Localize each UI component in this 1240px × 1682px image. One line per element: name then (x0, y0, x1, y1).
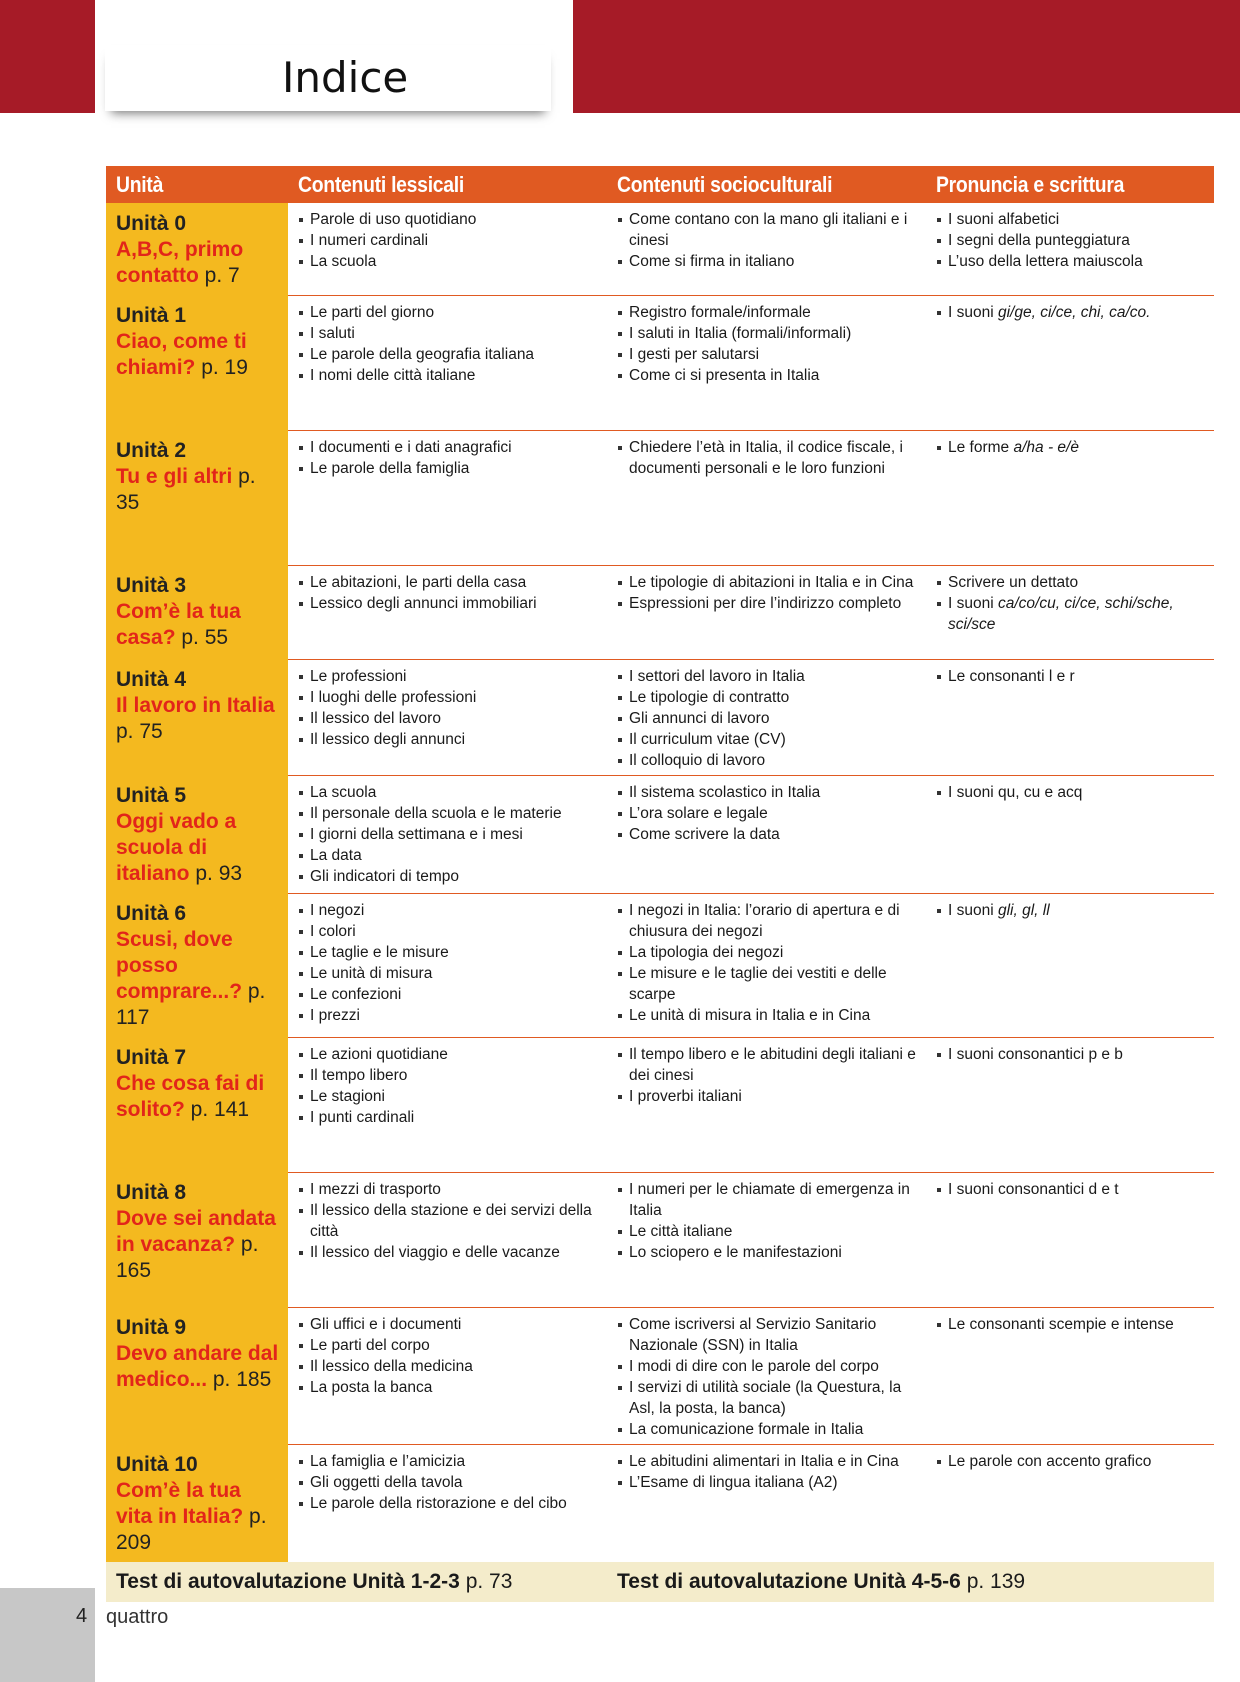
list-item: Lo sciopero e le manifestazioni (617, 1242, 920, 1263)
unit-cell[interactable] (106, 775, 288, 893)
bullet-list (617, 1314, 920, 1440)
unit-label: Unità 4 (116, 668, 187, 691)
header-band-left (0, 0, 95, 113)
list-item: I gesti per salutarsi (617, 344, 920, 365)
bullet-list (936, 209, 1208, 272)
cell-pronuncia (926, 775, 1214, 893)
unit-page: p. 19 (195, 356, 248, 379)
cell-pronuncia (926, 1037, 1214, 1172)
unit-page: p. 75 (116, 720, 163, 743)
list-item: Le stagioni (298, 1086, 601, 1107)
list-item: Le tipologie di contratto (617, 687, 920, 708)
list-item: I saluti (298, 323, 601, 344)
cell-pronuncia (926, 430, 1214, 565)
unit-name: Devo andare dal medico... (116, 1342, 279, 1391)
list-item: I negozi (298, 900, 601, 921)
list-item: Le consonanti l e r (936, 666, 1208, 687)
list-item: Come scrivere la data (617, 824, 920, 845)
unit-label: Unità 7 (116, 1046, 187, 1069)
list-item: La scuola (298, 782, 601, 803)
list-item: Gli oggetti della tavola (298, 1472, 601, 1493)
list-item: Come iscriversi al Servizio Sanitario Nazionale (SSN) in Italia (617, 1314, 920, 1356)
list-item: Le parti del giorno (298, 302, 601, 323)
cell-lessicali (288, 659, 607, 775)
bullet-list (298, 782, 601, 887)
list-item: Le tipologie di abitazioni in Italia e in Cina (617, 572, 920, 593)
bullet-list (936, 1044, 1208, 1065)
page-number-word: quattro (106, 1606, 169, 1628)
list-item: I suoni consonantici p e b (936, 1044, 1208, 1065)
index-table (106, 166, 1214, 1602)
cell-lessicali (288, 203, 607, 295)
unit-page: p. 165 (116, 1233, 259, 1282)
title-box (105, 45, 551, 111)
list-item: Il tempo libero (298, 1065, 601, 1086)
list-item: I settori del lavoro in Italia (617, 666, 920, 687)
unit-page: p. 209 (116, 1505, 267, 1554)
list-item: I negozi in Italia: l’orario di apertura e di chiusura dei negozi (617, 900, 920, 942)
list-item: La comunicazione formale in Italia (617, 1419, 920, 1440)
unit-cell[interactable] (106, 1307, 288, 1444)
cell-socio (607, 565, 926, 659)
unit-page: p. 93 (189, 862, 243, 885)
cell-pronuncia (926, 1307, 1214, 1444)
unit-name: Il lavoro in Italia (116, 694, 275, 717)
list-item: Le azioni quotidiane (298, 1044, 601, 1065)
cell-pronuncia (926, 1444, 1214, 1562)
cell-socio (607, 1444, 926, 1562)
unit-label: Unità 6 (116, 902, 187, 925)
bullet-list (298, 437, 601, 479)
list-item: Gli indicatori di tempo (298, 866, 601, 887)
bullet-list (298, 900, 601, 1026)
cell-socio (607, 1037, 926, 1172)
list-item: I suoni ca/co/cu, ci/ce, schi/sche, sci/sce (936, 593, 1208, 635)
list-item: Le parole con accento grafico (936, 1451, 1208, 1472)
unit-name: Oggi vado a scuola di italiano (116, 810, 237, 885)
list-item: Espressioni per dire l’indirizzo completo (617, 593, 920, 614)
table-header-row (106, 166, 1214, 203)
unit-row (106, 430, 1214, 565)
list-item: Registro formale/informale (617, 302, 920, 323)
cell-lessicali (288, 893, 607, 1037)
list-item: Le consonanti scempie e intense (936, 1314, 1208, 1335)
bullet-list (617, 1451, 920, 1493)
unit-label: Unità 5 (116, 784, 187, 807)
cell-socio (607, 1172, 926, 1307)
list-item: I nomi delle città italiane (298, 365, 601, 386)
list-item: Il colloquio di lavoro (617, 750, 920, 771)
unit-row (106, 1444, 1214, 1562)
list-item: I suoni qu, cu e acq (936, 782, 1208, 803)
list-item: Come contano con la mano gli italiani e i cinesi (617, 209, 920, 251)
unit-label: Unità 3 (116, 574, 187, 597)
unit-label: Unità 9 (116, 1316, 187, 1339)
list-item: I prezzi (298, 1005, 601, 1026)
bullet-list (617, 437, 920, 479)
unit-page: p. 117 (116, 980, 266, 1029)
unit-label: Unità 0 (116, 212, 187, 235)
unit-row (106, 565, 1214, 659)
unit-row (106, 775, 1214, 893)
bullet-list (617, 1179, 920, 1263)
cell-lessicali (288, 1172, 607, 1307)
list-item: La posta la banca (298, 1377, 601, 1398)
unit-label: Unità 2 (116, 439, 187, 462)
list-item: I segni della punteggiatura (936, 230, 1208, 251)
list-item: I servizi di utilità sociale (la Questura, la Asl, la posta, la banca) (617, 1377, 920, 1419)
cell-pronuncia (926, 295, 1214, 430)
bullet-list (298, 1179, 601, 1263)
list-item: I suoni consonantici d e t (936, 1179, 1208, 1200)
unit-page: p. 7 (198, 264, 240, 287)
header-socioculturali: Contenuti socioculturali (607, 166, 926, 203)
unit-cell[interactable] (106, 1037, 288, 1172)
list-item: I documenti e i dati anagrafici (298, 437, 601, 458)
list-item: La famiglia e l’amicizia (298, 1451, 601, 1472)
unit-name: Com’è la tua casa? (116, 600, 241, 649)
bullet-list (936, 1451, 1208, 1472)
unit-cell[interactable] (106, 565, 288, 659)
list-item: Le parti del corpo (298, 1335, 601, 1356)
list-item: Le unità di misura in Italia e in Cina (617, 1005, 920, 1026)
unit-row (106, 1037, 1214, 1172)
cell-socio (607, 203, 926, 295)
list-item: La data (298, 845, 601, 866)
bullet-list (936, 1179, 1208, 1200)
list-item: I modi di dire con le parole del corpo (617, 1356, 920, 1377)
list-item: Le parole della ristorazione e del cibo (298, 1493, 601, 1514)
test-row (106, 1562, 1214, 1602)
page-title: Indice (282, 53, 409, 102)
list-item: Le parole della geografia italiana (298, 344, 601, 365)
cell-pronuncia (926, 1172, 1214, 1307)
list-item: Le taglie e le misure (298, 942, 601, 963)
cell-lessicali (288, 295, 607, 430)
unit-row (106, 295, 1214, 430)
unit-page: p. 185 (207, 1368, 272, 1391)
unit-name: Che cosa fai di solito? (116, 1072, 265, 1121)
unit-page: p. 55 (175, 626, 229, 649)
unit-label: Unità 8 (116, 1181, 187, 1204)
bullet-list (936, 782, 1208, 803)
unit-name: A,B,C, primo contatto (116, 238, 244, 287)
bullet-list (298, 572, 601, 614)
unit-row (106, 1172, 1214, 1307)
bullet-list (298, 666, 601, 750)
bullet-list (936, 666, 1208, 687)
unit-row (106, 1307, 1214, 1444)
cell-socio (607, 1307, 926, 1444)
unit-page: p. 35 (116, 465, 256, 514)
test-link-1[interactable]: Test di autovalutazione Unità 1-2-3 p. 73 (106, 1562, 607, 1602)
bullet-list (617, 782, 920, 845)
unit-row (106, 893, 1214, 1037)
list-item: Lessico degli annunci immobiliari (298, 593, 601, 614)
list-item: Le forme a/ha - e/è (936, 437, 1208, 458)
list-item: Il lessico del viaggio e delle vacanze (298, 1242, 601, 1263)
list-item: Le professioni (298, 666, 601, 687)
cell-lessicali (288, 1307, 607, 1444)
bullet-list (617, 900, 920, 1026)
list-item: Il lessico degli annunci (298, 729, 601, 750)
list-item: Il curriculum vitae (CV) (617, 729, 920, 750)
list-item: Come si firma in italiano (617, 251, 920, 272)
list-item: Le confezioni (298, 984, 601, 1005)
bullet-list (298, 302, 601, 386)
bullet-list (936, 1314, 1208, 1335)
unit-cell[interactable] (106, 295, 288, 430)
list-item: I punti cardinali (298, 1107, 601, 1128)
unit-cell[interactable] (106, 203, 288, 295)
list-item: I proverbi italiani (617, 1086, 920, 1107)
cell-lessicali (288, 775, 607, 893)
header-unita: Unità (106, 166, 288, 203)
footer-gray-block (0, 1588, 95, 1682)
list-item: Le città italiane (617, 1221, 920, 1242)
bullet-list (617, 572, 920, 614)
list-item: I suoni gli, gl, ll (936, 900, 1208, 921)
unit-name: Com’è la tua vita in Italia? (116, 1479, 244, 1528)
list-item: Le parole della famiglia (298, 458, 601, 479)
header-band-right (573, 0, 1240, 113)
list-item: Le abitazioni, le parti della casa (298, 572, 601, 593)
list-item: Il sistema scolastico in Italia (617, 782, 920, 803)
bullet-list (617, 209, 920, 272)
unit-name: Tu e gli altri (116, 465, 233, 488)
bullet-list (936, 302, 1208, 323)
bullet-list (298, 1044, 601, 1128)
unit-page: p. 141 (184, 1098, 250, 1121)
list-item: Gli uffici e i documenti (298, 1314, 601, 1335)
list-item: Il personale della scuola e le materie (298, 803, 601, 824)
list-item: Il lessico della stazione e dei servizi della città (298, 1200, 601, 1242)
unit-cell[interactable] (106, 1444, 288, 1562)
list-item: I saluti in Italia (formali/informali) (617, 323, 920, 344)
bullet-list (298, 209, 601, 272)
list-item: I suoni alfabetici (936, 209, 1208, 230)
list-item: Il lessico della medicina (298, 1356, 601, 1377)
cell-lessicali (288, 565, 607, 659)
unit-name: Scusi, dove posso comprare...? (116, 928, 243, 1003)
header-pronuncia: Pronuncia e scrittura (926, 166, 1214, 203)
cell-lessicali (288, 430, 607, 565)
list-item: Scrivere un dettato (936, 572, 1208, 593)
list-item: I numeri per le chiamate di emergenza in Italia (617, 1179, 920, 1221)
list-item: La tipologia dei negozi (617, 942, 920, 963)
list-item: I colori (298, 921, 601, 942)
list-item: Le unità di misura (298, 963, 601, 984)
list-item: Chiedere l’età in Italia, il codice fiscale, i documenti personali e le loro funzioni (617, 437, 920, 479)
bullet-list (298, 1314, 601, 1398)
cell-socio (607, 295, 926, 430)
cell-socio (607, 659, 926, 775)
bullet-list (936, 437, 1208, 458)
bullet-list (298, 1451, 601, 1514)
list-item: L’ora solare e legale (617, 803, 920, 824)
list-item: L’uso della lettera maiuscola (936, 251, 1208, 272)
list-item: I luoghi delle professioni (298, 687, 601, 708)
page-number: 4 (76, 1605, 88, 1627)
list-item: I numeri cardinali (298, 230, 601, 251)
list-item: L’Esame di lingua italiana (A2) (617, 1472, 920, 1493)
cell-pronuncia (926, 893, 1214, 1037)
unit-cell[interactable] (106, 659, 288, 775)
unit-row (106, 203, 1214, 295)
list-item: I giorni della settimana e i mesi (298, 824, 601, 845)
list-item: Gli annunci di lavoro (617, 708, 920, 729)
cell-lessicali (288, 1444, 607, 1562)
list-item: Le misure e le taglie dei vestiti e delle scarpe (617, 963, 920, 1005)
bullet-list (936, 900, 1208, 921)
unit-cell[interactable] (106, 893, 288, 1037)
cell-pronuncia (926, 659, 1214, 775)
bullet-list (936, 572, 1208, 635)
cell-lessicali (288, 1037, 607, 1172)
unit-cell[interactable] (106, 1172, 288, 1307)
bullet-list (617, 1044, 920, 1107)
cell-socio (607, 893, 926, 1037)
unit-label: Unità 1 (116, 304, 187, 327)
list-item: Come ci si presenta in Italia (617, 365, 920, 386)
bullet-list (617, 666, 920, 771)
unit-cell[interactable] (106, 430, 288, 565)
list-item: Parole di uso quotidiano (298, 209, 601, 230)
unit-label: Unità 10 (116, 1453, 198, 1476)
test-link-2[interactable]: Test di autovalutazione Unità 4-5-6 p. 139 (607, 1562, 1214, 1602)
cell-pronuncia (926, 565, 1214, 659)
cell-socio (607, 430, 926, 565)
list-item: Le abitudini alimentari in Italia e in Cina (617, 1451, 920, 1472)
unit-name: Ciao, come ti chiami? (116, 330, 247, 379)
unit-name: Dove sei andata in vacanza? (116, 1207, 276, 1256)
list-item: Il lessico del lavoro (298, 708, 601, 729)
unit-row (106, 659, 1214, 775)
cell-socio (607, 775, 926, 893)
list-item: La scuola (298, 251, 601, 272)
cell-pronuncia (926, 203, 1214, 295)
list-item: I mezzi di trasporto (298, 1179, 601, 1200)
bullet-list (617, 302, 920, 386)
list-item: Il tempo libero e le abitudini degli italiani e dei cinesi (617, 1044, 920, 1086)
list-item: I suoni gi/ge, ci/ce, chi, ca/co. (936, 302, 1208, 323)
header-lessicali: Contenuti lessicali (288, 166, 607, 203)
